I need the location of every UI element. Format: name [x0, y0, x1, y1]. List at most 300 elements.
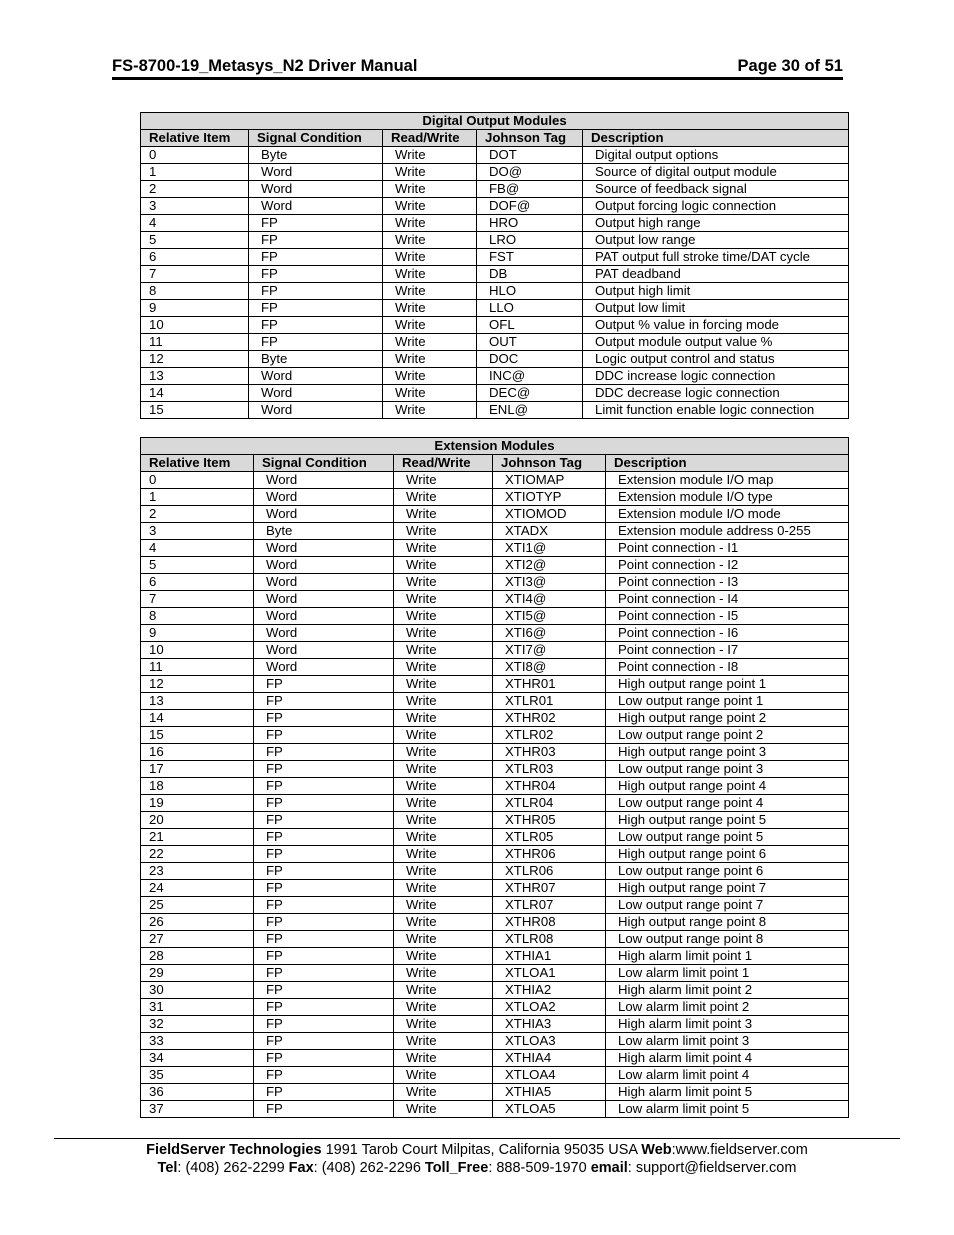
table-cell: DOC — [477, 351, 583, 368]
table-title: Extension Modules — [141, 438, 849, 455]
table-cell: Low output range point 1 — [606, 693, 849, 710]
table-cell: Write — [394, 472, 493, 489]
table-row — [141, 317, 849, 334]
company-name: FieldServer Technologies — [146, 1142, 322, 1158]
table-cell: Point connection - I4 — [606, 591, 849, 608]
table-row — [141, 1016, 849, 1033]
table-cell: XTHIA5 — [493, 1084, 606, 1101]
table-cell: 3 — [141, 523, 254, 540]
table-row — [141, 385, 849, 402]
page-header — [112, 57, 843, 80]
table-cell: Extension module I/O map — [606, 472, 849, 489]
table-row — [141, 351, 849, 368]
web-label: Web — [641, 1142, 672, 1158]
table-cell: FP — [254, 931, 394, 948]
table-cell: Write — [394, 1033, 493, 1050]
table-cell: 24 — [141, 880, 254, 897]
table-cell: High alarm limit point 5 — [606, 1084, 849, 1101]
table-cell: FP — [254, 965, 394, 982]
table-cell: Word — [249, 368, 383, 385]
table-cell: Output % value in forcing mode — [583, 317, 849, 334]
table-cell: 23 — [141, 863, 254, 880]
table-cell: Write — [394, 1050, 493, 1067]
table-cell: 9 — [141, 625, 254, 642]
table-cell: DOT — [477, 147, 583, 164]
table-cell: FP — [254, 846, 394, 863]
table-cell: 1 — [141, 489, 254, 506]
table-cell: Write — [394, 727, 493, 744]
table-cell: DDC increase logic connection — [583, 368, 849, 385]
column-header: Signal Condition — [254, 455, 394, 472]
table-cell: XTI1@ — [493, 540, 606, 557]
table-cell: 34 — [141, 1050, 254, 1067]
table-cell: Low output range point 5 — [606, 829, 849, 846]
table-cell: XTLR03 — [493, 761, 606, 778]
table-cell: Write — [394, 693, 493, 710]
table-cell: Point connection - I5 — [606, 608, 849, 625]
table-cell: FP — [254, 863, 394, 880]
footer-line-1 — [0, 1142, 954, 1158]
table-row — [141, 402, 849, 419]
table-cell: XTIOMOD — [493, 506, 606, 523]
table-row — [141, 574, 849, 591]
table-cell: XTI7@ — [493, 642, 606, 659]
table-cell: Point connection - I7 — [606, 642, 849, 659]
table-cell: FP — [254, 999, 394, 1016]
column-header: Signal Condition — [249, 130, 383, 147]
table-cell: DO@ — [477, 164, 583, 181]
table-cell: Word — [249, 181, 383, 198]
email-label: email — [590, 1160, 628, 1176]
table-cell: Word — [254, 608, 394, 625]
table-cell: 36 — [141, 1084, 254, 1101]
table-cell: PAT output full stroke time/DAT cycle — [583, 249, 849, 266]
table-cell: Write — [394, 608, 493, 625]
table-cell: Write — [383, 300, 477, 317]
table-row — [141, 557, 849, 574]
table-cell: XTIOMAP — [493, 472, 606, 489]
table-cell: Write — [383, 181, 477, 198]
table-cell: 5 — [141, 232, 249, 249]
table-cell: FP — [254, 948, 394, 965]
table-cell: Write — [394, 659, 493, 676]
table-cell: High output range point 8 — [606, 914, 849, 931]
table-cell: Write — [383, 317, 477, 334]
table-cell: XTI4@ — [493, 591, 606, 608]
column-header: Read/Write — [394, 455, 493, 472]
table-cell: 17 — [141, 761, 254, 778]
table-row — [141, 591, 849, 608]
table-row — [141, 863, 849, 880]
table-cell: FP — [254, 880, 394, 897]
table-row — [141, 215, 849, 232]
table-cell: XTLOA2 — [493, 999, 606, 1016]
footer-line-2 — [0, 1160, 954, 1176]
table-cell: Low alarm limit point 3 — [606, 1033, 849, 1050]
table-cell: Source of digital output module — [583, 164, 849, 181]
table-cell: XTHIA3 — [493, 1016, 606, 1033]
table-cell: Point connection - I3 — [606, 574, 849, 591]
table-cell: 19 — [141, 795, 254, 812]
table-cell: Byte — [254, 523, 394, 540]
table-cell: 6 — [141, 574, 254, 591]
table-cell: Low alarm limit point 2 — [606, 999, 849, 1016]
table-cell: 1 — [141, 164, 249, 181]
table-row — [141, 965, 849, 982]
table-cell: FP — [254, 914, 394, 931]
table-cell: 21 — [141, 829, 254, 846]
table-cell: Write — [394, 829, 493, 846]
table-cell: 22 — [141, 846, 254, 863]
table-cell: XTHIA1 — [493, 948, 606, 965]
table-cell: Write — [383, 402, 477, 419]
table-cell: Low output range point 7 — [606, 897, 849, 914]
table-cell: DOF@ — [477, 198, 583, 215]
table-cell: XTHR06 — [493, 846, 606, 863]
table-cell: Write — [394, 1101, 493, 1118]
table-row — [141, 761, 849, 778]
table-cell: 30 — [141, 982, 254, 999]
table-row — [141, 982, 849, 999]
table-cell: Write — [394, 914, 493, 931]
table-cell: High output range point 6 — [606, 846, 849, 863]
table-cell: 28 — [141, 948, 254, 965]
table-row — [141, 249, 849, 266]
table-row — [141, 744, 849, 761]
table-cell: 31 — [141, 999, 254, 1016]
table-cell: FP — [254, 1067, 394, 1084]
table-row — [141, 334, 849, 351]
table-row — [141, 931, 849, 948]
table-cell: High output range point 3 — [606, 744, 849, 761]
table-cell: 15 — [141, 727, 254, 744]
table-cell: Write — [394, 1016, 493, 1033]
column-header: Johnson Tag — [477, 130, 583, 147]
table-cell: Word — [254, 472, 394, 489]
table-cell: Write — [383, 232, 477, 249]
table-cell: Write — [394, 523, 493, 540]
fax-value: : (408) 262-2296 — [313, 1160, 425, 1176]
table-row — [141, 880, 849, 897]
table-cell: XTLR01 — [493, 693, 606, 710]
table-cell: HLO — [477, 283, 583, 300]
table-cell: FP — [254, 1101, 394, 1118]
table-cell: High alarm limit point 2 — [606, 982, 849, 999]
table-cell: 2 — [141, 181, 249, 198]
table-cell: High alarm limit point 1 — [606, 948, 849, 965]
table-cell: FP — [254, 710, 394, 727]
table-cell: FP — [254, 744, 394, 761]
table-row — [141, 642, 849, 659]
table-row — [141, 795, 849, 812]
table-cell: FP — [249, 249, 383, 266]
table-cell: Write — [394, 557, 493, 574]
table-cell: 35 — [141, 1067, 254, 1084]
table-cell: XTHR02 — [493, 710, 606, 727]
table-cell: FP — [254, 795, 394, 812]
table-cell: FP — [254, 897, 394, 914]
table-cell: Write — [394, 846, 493, 863]
fax-label: Fax — [288, 1160, 314, 1176]
table-cell: 4 — [141, 215, 249, 232]
table-cell: Word — [254, 659, 394, 676]
table-cell: 2 — [141, 506, 254, 523]
table-cell: FP — [254, 1033, 394, 1050]
table-cell: 20 — [141, 812, 254, 829]
table-row — [141, 608, 849, 625]
table-cell: 10 — [141, 317, 249, 334]
table-cell: 14 — [141, 385, 249, 402]
table-cell: FP — [249, 215, 383, 232]
table-row — [141, 147, 849, 164]
table-cell: XTLOA4 — [493, 1067, 606, 1084]
table-row — [141, 1101, 849, 1118]
table-cell: Write — [394, 778, 493, 795]
table-cell: 33 — [141, 1033, 254, 1050]
table-cell: 12 — [141, 351, 249, 368]
table-row — [141, 846, 849, 863]
table-cell: Word — [254, 489, 394, 506]
table-cell: Output low limit — [583, 300, 849, 317]
table-cell: Write — [394, 999, 493, 1016]
table-cell: High output range point 1 — [606, 676, 849, 693]
table-cell: Extension module I/O type — [606, 489, 849, 506]
column-header: Description — [606, 455, 849, 472]
table-cell: DB — [477, 266, 583, 283]
table-cell: 13 — [141, 368, 249, 385]
table-row — [141, 1067, 849, 1084]
table-cell: Write — [394, 625, 493, 642]
table-cell: FP — [254, 982, 394, 999]
table-cell: OFL — [477, 317, 583, 334]
table-cell: XTLOA1 — [493, 965, 606, 982]
table-row — [141, 829, 849, 846]
table-cell: XTHR05 — [493, 812, 606, 829]
table-cell: Write — [383, 249, 477, 266]
table-row — [141, 523, 849, 540]
table-cell: Write — [394, 591, 493, 608]
table-cell: XTI8@ — [493, 659, 606, 676]
table-cell: 4 — [141, 540, 254, 557]
table-cell: 5 — [141, 557, 254, 574]
table-cell: XTHR07 — [493, 880, 606, 897]
footer-divider — [54, 1138, 900, 1139]
table-cell: Write — [394, 710, 493, 727]
table-cell: XTHIA4 — [493, 1050, 606, 1067]
table-cell: Output high limit — [583, 283, 849, 300]
table-row — [141, 659, 849, 676]
web-value: :www.fieldserver.com — [671, 1142, 808, 1158]
table-row — [141, 625, 849, 642]
table-row — [141, 676, 849, 693]
table-cell: 11 — [141, 334, 249, 351]
tel-label: Tel — [157, 1160, 178, 1176]
table-cell: FP — [254, 778, 394, 795]
table-cell: XTLR05 — [493, 829, 606, 846]
table-cell: Write — [383, 334, 477, 351]
table-cell: Write — [394, 489, 493, 506]
table-cell: HRO — [477, 215, 583, 232]
table-cell: Write — [383, 198, 477, 215]
table-cell: FB@ — [477, 181, 583, 198]
table-cell: High output range point 4 — [606, 778, 849, 795]
table-cell: XTHR01 — [493, 676, 606, 693]
table-cell: Word — [254, 557, 394, 574]
table-cell: 6 — [141, 249, 249, 266]
column-header: Johnson Tag — [493, 455, 606, 472]
tollfree-value: : 888-509-1970 — [488, 1160, 591, 1176]
table-cell: 14 — [141, 710, 254, 727]
table-cell: High output range point 5 — [606, 812, 849, 829]
table-cell: Write — [394, 540, 493, 557]
table-cell: 27 — [141, 931, 254, 948]
table-cell: Write — [394, 642, 493, 659]
table-cell: Write — [394, 812, 493, 829]
table-cell: Word — [254, 506, 394, 523]
table-cell: FP — [249, 232, 383, 249]
table-cell: 11 — [141, 659, 254, 676]
table-cell: Word — [254, 591, 394, 608]
column-header: Description — [583, 130, 849, 147]
table-cell: XTLR04 — [493, 795, 606, 812]
table-cell: PAT deadband — [583, 266, 849, 283]
table-cell: High output range point 7 — [606, 880, 849, 897]
table-row — [141, 693, 849, 710]
company-address: 1991 Tarob Court Milpitas, California 95035 USA — [321, 1142, 642, 1158]
table-cell: XTI3@ — [493, 574, 606, 591]
table-cell: Write — [383, 351, 477, 368]
table-cell: Write — [394, 880, 493, 897]
table-cell: FP — [254, 761, 394, 778]
table-row — [141, 283, 849, 300]
table-cell: Word — [249, 198, 383, 215]
table-cell: XTLOA3 — [493, 1033, 606, 1050]
document-title: FS-8700-19_Metasys_N2 Driver Manual — [112, 57, 418, 75]
table-cell: XTLR02 — [493, 727, 606, 744]
table-cell: Low output range point 6 — [606, 863, 849, 880]
table-cell: 29 — [141, 965, 254, 982]
table-cell: Write — [394, 965, 493, 982]
table-cell: 7 — [141, 591, 254, 608]
table-cell: Word — [254, 574, 394, 591]
tel-value: : (408) 262-2299 — [177, 1160, 289, 1176]
table-cell: XTLR06 — [493, 863, 606, 880]
table-row — [141, 368, 849, 385]
table-row — [141, 300, 849, 317]
table-cell: Output module output value % — [583, 334, 849, 351]
table-cell: XTLR08 — [493, 931, 606, 948]
table-cell: XTI2@ — [493, 557, 606, 574]
table-row — [141, 232, 849, 249]
table-cell: 37 — [141, 1101, 254, 1118]
table-cell: High alarm limit point 3 — [606, 1016, 849, 1033]
table-cell: Word — [254, 625, 394, 642]
table-cell: Low output range point 2 — [606, 727, 849, 744]
column-header: Read/Write — [383, 130, 477, 147]
table-cell: DDC decrease logic connection — [583, 385, 849, 402]
table-cell: 25 — [141, 897, 254, 914]
table-row — [141, 1033, 849, 1050]
table-row — [141, 540, 849, 557]
table-row — [141, 472, 849, 489]
table-cell: Byte — [249, 351, 383, 368]
email-value: : support@fieldserver.com — [627, 1160, 797, 1176]
table-cell: XTI6@ — [493, 625, 606, 642]
table-cell: 7 — [141, 266, 249, 283]
table-cell: XTHIA2 — [493, 982, 606, 999]
extension-modules-table — [140, 437, 849, 1118]
table-cell: Point connection - I1 — [606, 540, 849, 557]
table-cell: Write — [394, 931, 493, 948]
table-cell: 8 — [141, 283, 249, 300]
table-cell: Digital output options — [583, 147, 849, 164]
table-row — [141, 506, 849, 523]
table-cell: XTLOA5 — [493, 1101, 606, 1118]
table-cell: Output low range — [583, 232, 849, 249]
digital-output-modules-table — [140, 112, 849, 419]
table-cell: Extension module I/O mode — [606, 506, 849, 523]
table-cell: FST — [477, 249, 583, 266]
table-row — [141, 727, 849, 744]
table-cell: Low alarm limit point 1 — [606, 965, 849, 982]
table-cell: 8 — [141, 608, 254, 625]
table-cell: Source of feedback signal — [583, 181, 849, 198]
table-cell: DEC@ — [477, 385, 583, 402]
table-cell: 9 — [141, 300, 249, 317]
table-cell: XTI5@ — [493, 608, 606, 625]
table-cell: FP — [254, 727, 394, 744]
table-cell: 3 — [141, 198, 249, 215]
table-row — [141, 999, 849, 1016]
table-row — [141, 266, 849, 283]
table-cell: High output range point 2 — [606, 710, 849, 727]
table-cell: XTHR08 — [493, 914, 606, 931]
table-cell: 12 — [141, 676, 254, 693]
table-cell: Write — [394, 1067, 493, 1084]
table-cell: XTIOTYP — [493, 489, 606, 506]
table-cell: Word — [254, 540, 394, 557]
table-cell: Low alarm limit point 5 — [606, 1101, 849, 1118]
table-cell: Point connection - I6 — [606, 625, 849, 642]
table-cell: Word — [249, 164, 383, 181]
table-row — [141, 181, 849, 198]
table-cell: XTLR07 — [493, 897, 606, 914]
table-row — [141, 914, 849, 931]
table-cell: 26 — [141, 914, 254, 931]
table-row — [141, 897, 849, 914]
table-cell: Write — [394, 982, 493, 999]
table-row — [141, 948, 849, 965]
table-cell: Write — [383, 368, 477, 385]
table-row — [141, 710, 849, 727]
table-cell: XTHR04 — [493, 778, 606, 795]
table-cell: XTHR03 — [493, 744, 606, 761]
table-cell: FP — [249, 317, 383, 334]
table-cell: Write — [394, 948, 493, 965]
table-cell: FP — [254, 1016, 394, 1033]
table-row — [141, 489, 849, 506]
table-cell: 0 — [141, 147, 249, 164]
table-cell: FP — [254, 693, 394, 710]
table-cell: Extension module address 0-255 — [606, 523, 849, 540]
table-cell: Word — [249, 385, 383, 402]
table-title: Digital Output Modules — [141, 113, 849, 130]
table-cell: FP — [254, 676, 394, 693]
table-cell: ENL@ — [477, 402, 583, 419]
table-cell: Write — [394, 795, 493, 812]
table-cell: FP — [249, 334, 383, 351]
table-cell: Logic output control and status — [583, 351, 849, 368]
